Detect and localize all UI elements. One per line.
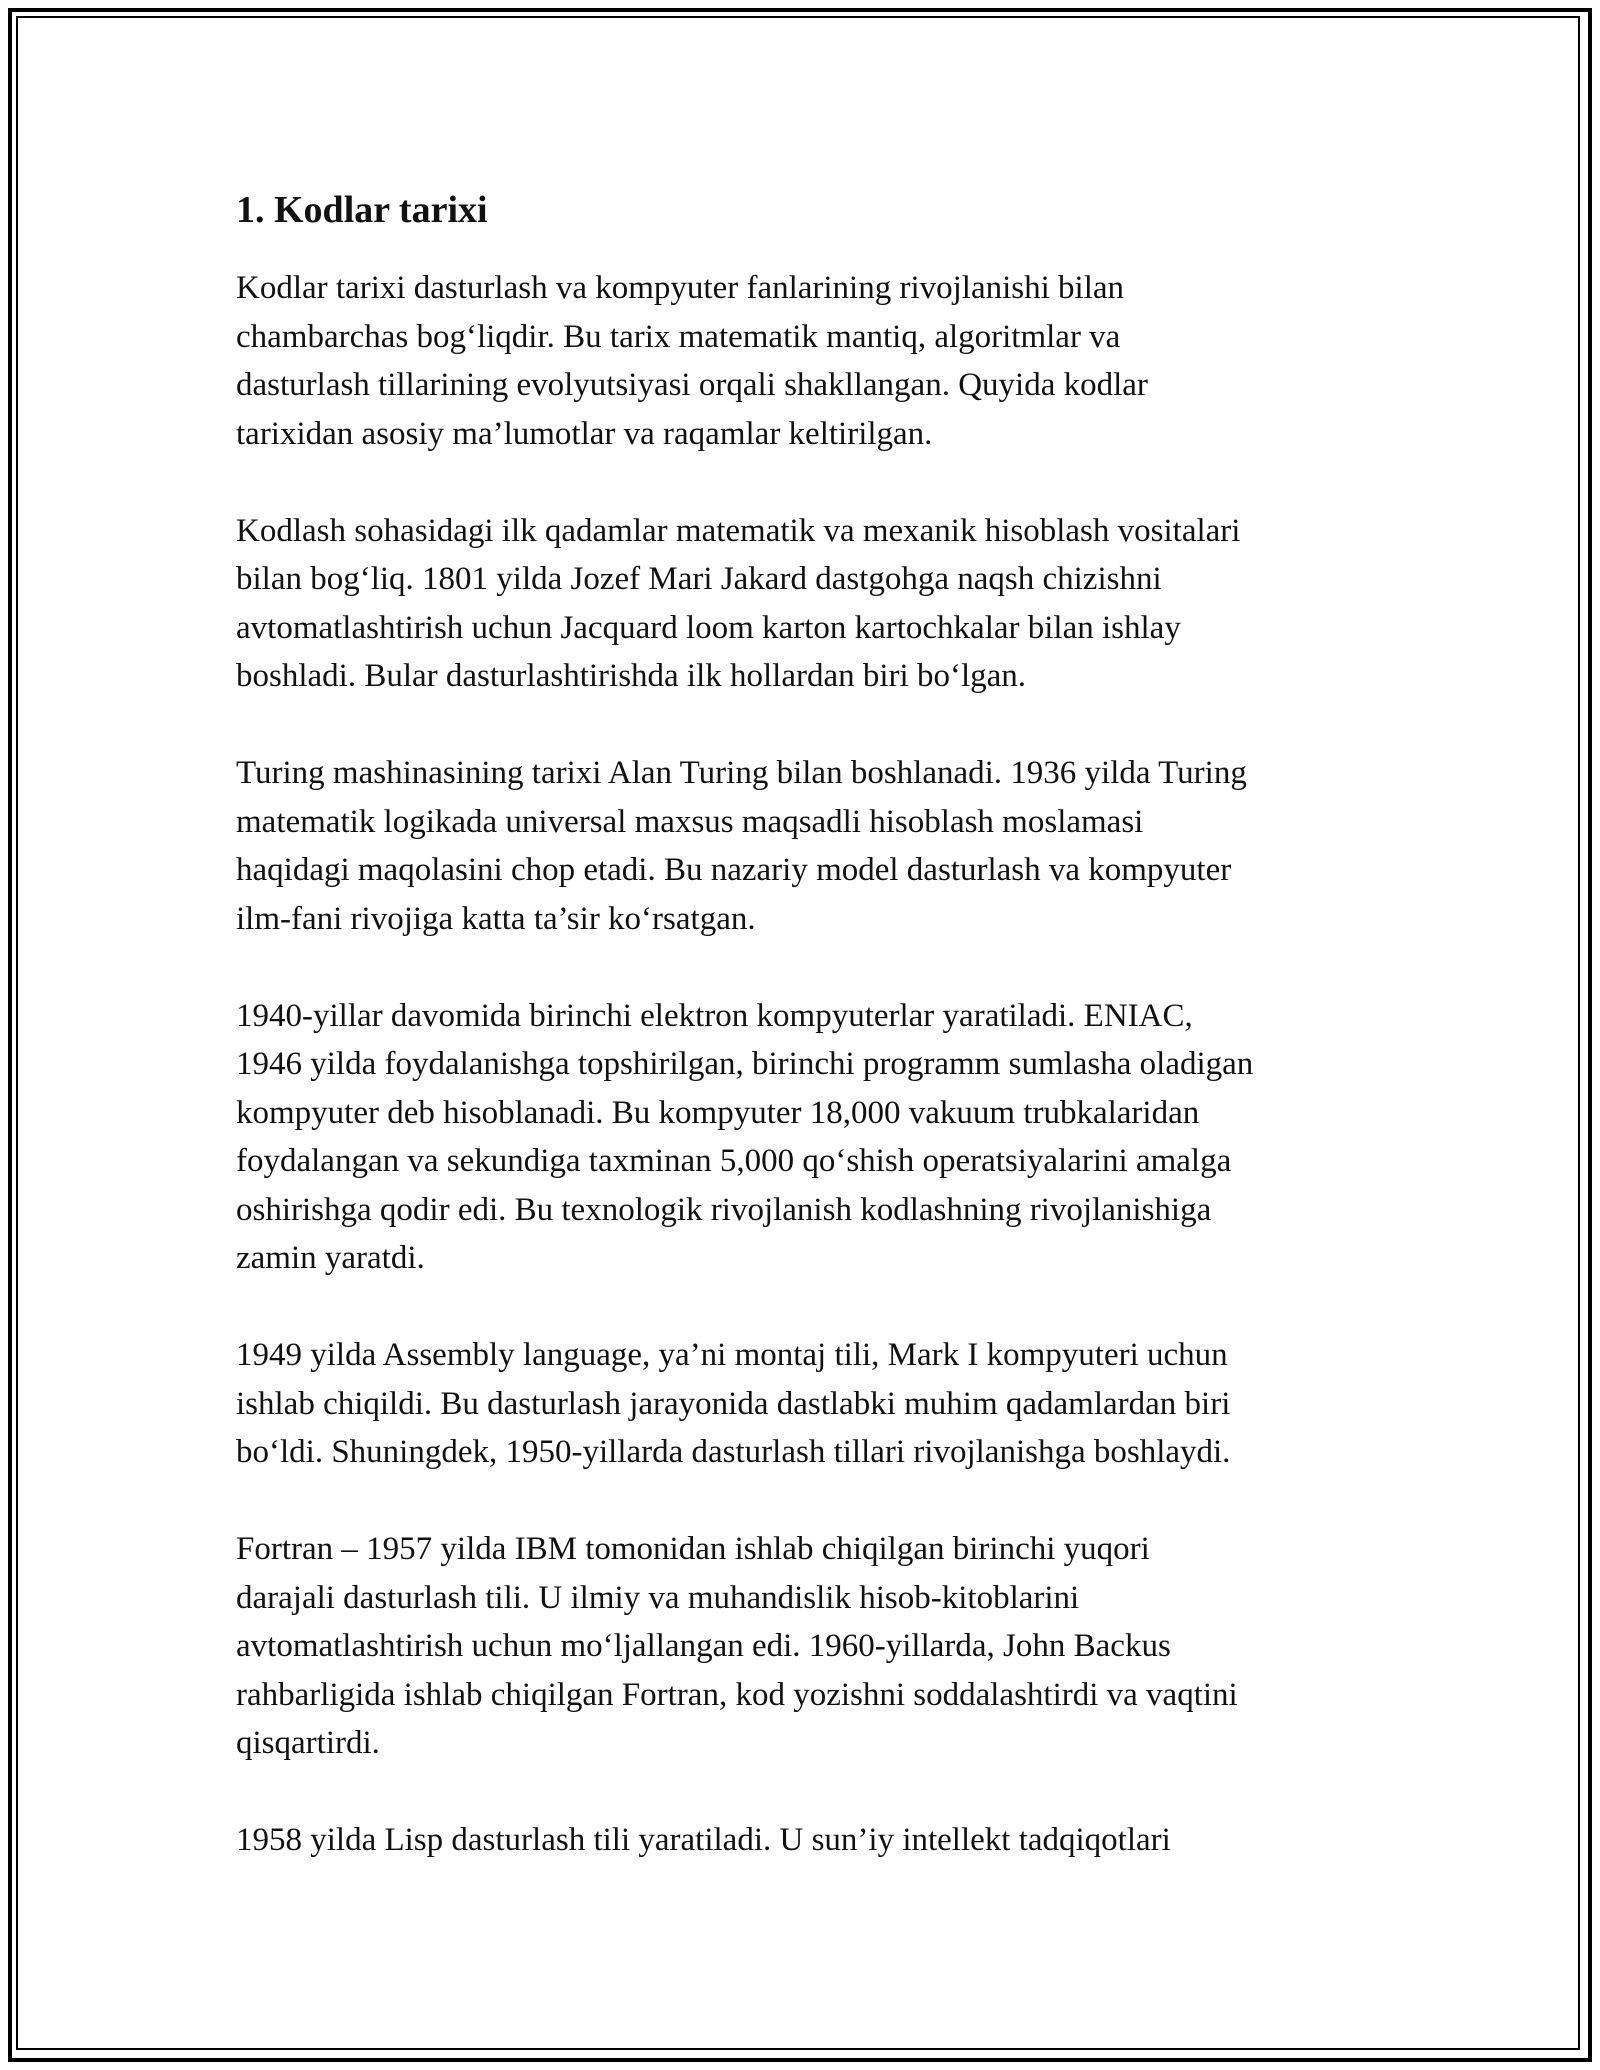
text-line: oshirishga qodir edi. Bu texnologik rivojlanish kodlashning rivojlanishiga — [236, 1191, 1212, 1228]
text-line: ilm-fani rivojiga katta ta’sir ko‘rsatgan. — [236, 900, 756, 937]
text-line: darajali dasturlash tili. U ilmiy va muhandislik hisob-kitoblarini — [236, 1579, 1080, 1616]
text-line: Kodlar tarixi dasturlash va kompyuter fanlarining rivojlanishi bilan — [236, 270, 1125, 306]
paragraph-assembly — [236, 1331, 1376, 1477]
text-line: chambarchas bog‘liqdir. Bu tarix matematik mantiq, algoritmlar va — [236, 318, 1121, 355]
text-line: bo‘ldi. Shuningdek, 1950-yillarda dasturlash tillari rivojlanishga boshlaydi. — [236, 1434, 1231, 1470]
text-line: bilan bog‘liq. 1801 yilda Jozef Mari Jakard dastgohga naqsh chizishni — [236, 561, 1162, 597]
text-line: Turing mashinasining tarixi Alan Turing bilan boshlanadi. 1936 yilda Turing — [236, 755, 1247, 791]
text-line: boshladi. Bular dasturlashtirishda ilk hollardan biri bo‘lgan. — [236, 658, 1027, 694]
text-line: 1958 yilda Lisp dasturlash tili yaratiladi. U sun’iy intellekt tadqiqotlari — [236, 1822, 1171, 1858]
text-line: avtomatlashtirish uchun Jacquard loom karton kartochkalar bilan ishlay — [236, 609, 1181, 646]
text-line: ishlab chiqildi. Bu dasturlash jarayonida dastlabki muhim qadamlardan biri — [236, 1385, 1231, 1422]
text-line: 1949 yilda Assembly language, ya’ni montaj tili, Mark I kompyuteri uchun — [236, 1337, 1228, 1373]
text-line: qisqartirdi. — [236, 1725, 380, 1761]
text-line: foydalangan va sekundiga taxminan 5,000 qo‘shish operatsiyalarini amalga — [236, 1143, 1232, 1179]
paragraph-fortran — [236, 1525, 1376, 1768]
section-heading: 1. Kodlar tarixi — [236, 189, 488, 231]
text-line: matematik logikada universal maxsus maqsadli hisoblash moslamasi — [236, 803, 1144, 840]
paragraph-jacquard — [236, 507, 1376, 701]
paragraph-eniac — [236, 992, 1376, 1283]
text-line: dasturlash tillarining evolyutsiyasi orqali shakllangan. Quyida kodlar — [236, 367, 1148, 403]
text-line: Kodlash sohasidagi ilk qadamlar matematik va mexanik hisoblash vositalari — [236, 512, 1241, 549]
document-body — [236, 186, 1376, 1913]
paragraph-turing — [236, 749, 1376, 943]
text-line: 1940-yillar davomida birinchi elektron kompyuterlar yaratiladi. ENIAC, — [236, 997, 1193, 1034]
text-line: rahbarligida ishlab chiqilgan Fortran, kod yozishni soddalashtirdi va vaqtini — [236, 1676, 1238, 1713]
text-line: zamin yaratdi. — [236, 1240, 425, 1276]
paragraph-intro — [236, 264, 1376, 458]
text-line: haqidagi maqolasini chop etadi. Bu nazariy model dasturlash va kompyuter — [236, 852, 1232, 888]
text-line: 1946 yilda foydalanishga topshirilgan, birinchi programm sumlasha oladigan — [236, 1046, 1254, 1082]
text-line: tarixidan asosiy ma’lumotlar va raqamlar keltirilgan. — [236, 415, 933, 452]
text-line: avtomatlashtirish uchun mo‘ljallangan edi. 1960-yillarda, John Backus — [236, 1628, 1171, 1664]
paragraph-lisp — [236, 1816, 1376, 1865]
text-line: Fortran – 1957 yilda IBM tomonidan ishlab chiqilgan birinchi yuqori — [236, 1531, 1150, 1567]
text-line: kompyuter deb hisoblanadi. Bu kompyuter 18,000 vakuum trubkalaridan — [236, 1094, 1200, 1131]
